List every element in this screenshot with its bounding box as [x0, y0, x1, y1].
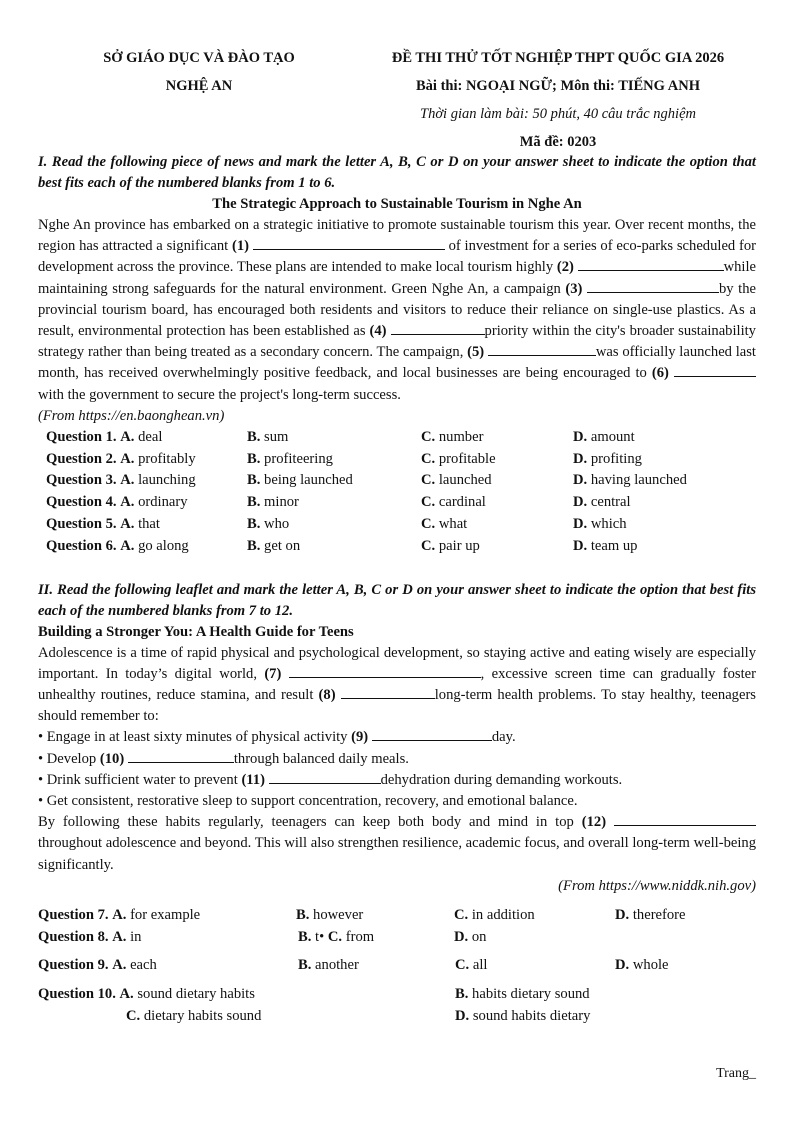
bullet-item: [38, 749, 756, 770]
option-d[interactable]: profiting: [590, 450, 642, 467]
question-label: Question 3.: [46, 472, 117, 489]
question-row: [38, 905, 756, 927]
option-letter: C.: [327, 928, 343, 945]
option-b[interactable]: t•: [315, 928, 325, 945]
blank-3: [587, 279, 719, 293]
option-letter: C.: [126, 1008, 141, 1025]
option-c[interactable]: from: [345, 928, 375, 945]
question-row: [38, 492, 756, 514]
exam-subject: Bài thi: NGOẠI NGỮ; Môn thi: TIẾNG ANH: [416, 78, 700, 94]
option-c[interactable]: pair up: [438, 537, 480, 554]
option-b[interactable]: being launched: [264, 472, 353, 489]
section2-conclusion: [38, 812, 756, 876]
passage-text: while maintaining strong safeguards for the natural environment. Green Nghe An, a campaign: [38, 259, 756, 297]
option-b[interactable]: get on: [264, 537, 301, 554]
blank-number: (8): [318, 687, 336, 704]
option-c[interactable]: number: [438, 428, 484, 445]
option-letter: A.: [120, 537, 135, 554]
question-label: Question 8.: [38, 928, 109, 945]
exam-code: Mã đề: 0203: [519, 134, 597, 150]
option-a[interactable]: for example: [130, 906, 201, 923]
option-letter: D.: [455, 1008, 470, 1025]
question-row: [38, 984, 756, 1006]
question-row: [38, 927, 756, 949]
blank-number: (6): [651, 365, 669, 382]
option-d[interactable]: whole: [632, 957, 669, 974]
blank-8: [341, 685, 435, 699]
blank-number: (7): [264, 665, 282, 682]
blank-7: [289, 664, 481, 678]
option-letter: D.: [573, 472, 588, 489]
option-c[interactable]: all: [472, 957, 488, 974]
option-d[interactable]: amount: [590, 428, 635, 445]
option-c[interactable]: what: [438, 516, 468, 533]
passage-text: By following these habits regularly, teenagers can keep both body and mind in top: [38, 814, 574, 831]
section2-source: (From https://www.niddk.nih.gov): [558, 877, 756, 894]
passage-text: long-term health problems. To stay healthy, teenagers should remember to:: [38, 687, 756, 725]
option-d[interactable]: therefore: [632, 906, 686, 923]
option-letter: B.: [298, 928, 312, 945]
option-c[interactable]: profitable: [438, 450, 496, 467]
option-letter: D.: [615, 906, 630, 923]
blank-number: (12): [581, 814, 607, 831]
bullet-text: dehydration during demanding workouts.: [380, 771, 623, 788]
exam-header: [38, 44, 756, 152]
section2-passage: [38, 643, 756, 728]
question-label: Question 7.: [38, 906, 109, 923]
passage-text: throughout adolescence and beyond. This will also strengthen resilience, academic focus, and overall long-term well-being significantly.: [38, 835, 756, 873]
option-letter: A.: [112, 928, 127, 945]
option-c[interactable]: dietary habits sound: [143, 1008, 262, 1025]
question-label: Question 1.: [46, 428, 117, 445]
option-b[interactable]: however: [313, 906, 364, 923]
option-d[interactable]: which: [590, 516, 627, 533]
exam-page: [38, 44, 756, 1028]
section2-instruction: II. Read the following leaflet and mark the letter A, B, C or D on your answer sheet to indicate the option that best fits each of the numbered blanks from 7 to 12.: [38, 581, 756, 619]
blank-number: (2): [556, 259, 574, 276]
passage-text: with the government to secure the project's long-term success.: [38, 386, 401, 403]
option-a[interactable]: in: [130, 928, 142, 945]
department-name: SỞ GIÁO DỤC VÀ ĐÀO TẠO: [103, 50, 295, 66]
option-d[interactable]: having launched: [590, 472, 687, 489]
bullet-item: [38, 727, 756, 748]
department-block: [38, 44, 360, 100]
bullet-text: • Develop: [38, 750, 97, 767]
option-letter: B.: [247, 428, 261, 445]
option-letter: B.: [247, 516, 261, 533]
option-b[interactable]: sum: [264, 428, 289, 445]
blank-number: (1): [231, 238, 250, 255]
option-a[interactable]: launching: [138, 472, 196, 489]
section1-source: (From https://en.baonghean.vn): [38, 407, 225, 424]
bullet-text: • Engage in at least sixty minutes of physical activity: [38, 729, 348, 746]
question-row: [38, 449, 756, 471]
option-letter: B.: [455, 986, 469, 1003]
option-letter: A.: [120, 428, 135, 445]
blank-5: [488, 342, 596, 356]
question-label: Question 2.: [46, 450, 117, 467]
exam-info-block: [360, 44, 756, 156]
exam-duration: Thời gian làm bài: 50 phút, 40 câu trắc nghiệm: [420, 106, 696, 122]
question-row: [38, 536, 756, 558]
option-letter: B.: [247, 537, 261, 554]
option-b[interactable]: habits dietary sound: [472, 986, 590, 1003]
province-name: NGHỆ AN: [165, 78, 233, 94]
option-letter: C.: [421, 516, 436, 533]
option-a[interactable]: ordinary: [138, 494, 188, 511]
option-letter: A.: [120, 494, 135, 511]
section-spacer: [38, 558, 756, 580]
option-letter: C.: [421, 472, 436, 489]
option-d[interactable]: on: [471, 928, 487, 945]
blank-4: [391, 321, 485, 335]
option-b[interactable]: profiteering: [264, 450, 333, 467]
question-label: Question 4.: [46, 494, 117, 511]
question-row: [38, 1006, 756, 1028]
blank-number: (3): [565, 280, 583, 297]
option-letter: A.: [120, 472, 135, 489]
page-footer: Trang_: [716, 1066, 756, 1081]
option-c[interactable]: in addition: [471, 906, 535, 923]
blank-9: [372, 727, 492, 741]
option-letter: C.: [421, 537, 436, 554]
bullet-text: through balanced daily meals.: [233, 750, 409, 767]
blank-number: (5): [467, 344, 485, 361]
question-row: [38, 427, 756, 449]
option-letter: D.: [454, 928, 469, 945]
passage-text: , excessive screen time can gradually foster unhealthy routines, reduce stamina, and result: [38, 665, 756, 704]
section1-questions: [38, 427, 756, 558]
option-c[interactable]: cardinal: [438, 494, 486, 511]
option-letter: A.: [120, 516, 135, 533]
option-a[interactable]: go along: [138, 537, 189, 554]
option-a[interactable]: each: [130, 957, 157, 974]
blank-6: [674, 363, 756, 377]
option-d[interactable]: team up: [590, 537, 638, 554]
section1-passage: [38, 215, 756, 406]
option-letter: A.: [112, 957, 127, 974]
option-letter: D.: [573, 450, 588, 467]
option-a[interactable]: that: [138, 516, 160, 533]
blank-number: (11): [241, 771, 265, 788]
section2-title: Building a Stronger You: A Health Guide for Teens: [38, 623, 354, 640]
blank-number: (10): [99, 750, 125, 767]
option-letter: D.: [573, 537, 588, 554]
blank-12: [614, 812, 756, 826]
option-letter: B.: [247, 450, 261, 467]
section1-instruction: I. Read the following piece of news and mark the letter A, B, C or D on your answer sheet to indicate the option that best fits each of the numbered blanks from 1 to 6.: [38, 154, 756, 191]
bullet-text: • Drink sufficient water to prevent: [38, 771, 238, 788]
question-label: Question 9.: [38, 957, 109, 974]
option-letter: B.: [247, 472, 261, 489]
passage-text: Nghe An province has embarked on a strategic initiative to promote sustainable tourism this year. Over recent months, the region has attracted a significant: [38, 217, 756, 255]
option-letter: B.: [298, 957, 312, 974]
bullet-text: day.: [491, 729, 516, 746]
option-b[interactable]: minor: [264, 494, 299, 511]
exam-title: ĐỀ THI THỬ TỐT NGHIỆP THPT QUỐC GIA 2026: [391, 50, 725, 66]
option-letter: C.: [455, 957, 470, 974]
option-letter: D.: [573, 494, 588, 511]
blank-1: [253, 236, 445, 250]
option-b[interactable]: another: [315, 957, 359, 974]
option-d[interactable]: sound habits dietary: [472, 1008, 591, 1025]
option-letter: C.: [421, 494, 436, 511]
blank-number: (4): [369, 323, 387, 340]
question-row: [38, 514, 756, 536]
spacer: [38, 948, 756, 955]
blank-11: [269, 770, 381, 784]
option-letter: D.: [615, 957, 630, 974]
option-a[interactable]: profitably: [138, 450, 196, 467]
passage-text: of investment for a series of eco-parks scheduled for development across the province. These plans are intended to make local tourism highly: [38, 238, 757, 276]
spacer: [38, 897, 756, 905]
option-letter: D.: [573, 428, 588, 445]
question-label: Question 6.: [46, 537, 117, 554]
option-letter: B.: [247, 494, 261, 511]
option-letter: C.: [421, 450, 436, 467]
question-label: Question 10.: [38, 986, 116, 1003]
option-a[interactable]: sound dietary habits: [137, 986, 255, 1003]
option-d[interactable]: central: [590, 494, 631, 511]
bullet-item: • Get consistent, restorative sleep to support concentration, recovery, and emotional balance.: [38, 793, 578, 810]
blank-2: [578, 257, 724, 271]
question-row: [38, 955, 756, 977]
option-c[interactable]: launched: [438, 472, 492, 489]
blank-10: [128, 749, 234, 763]
passage-text: Adolescence is a time of rapid physical and psychological development, so staying active and eating wisely are especially important. In today’s digital world,: [38, 644, 756, 682]
option-letter: D.: [573, 516, 588, 533]
blank-number: (9): [351, 729, 369, 746]
passage-text: was officially launched last month, has received overwhelmingly positive feedback, and local businesses are being encouraged to: [38, 344, 756, 382]
option-letter: B.: [296, 906, 310, 923]
option-letter: C.: [421, 428, 436, 445]
spacer: [38, 977, 756, 984]
option-b[interactable]: who: [264, 516, 290, 533]
option-letter: A.: [112, 906, 127, 923]
question-row: [38, 470, 756, 492]
bullet-item: [38, 770, 756, 791]
option-letter: C.: [454, 906, 469, 923]
passage-text: priority within the city's broader sustainability strategy rather than being treated as a secondary concern. The campaign,: [38, 323, 756, 361]
option-letter: A.: [119, 986, 134, 1003]
option-letter: A.: [120, 450, 135, 467]
section1-title: The Strategic Approach to Sustainable Tourism in Nghe An: [212, 196, 582, 212]
passage-text: by the provincial tourism board, has encouraged both residents and visitors to reduce their reliance on single-use plastics. As a result, environmental protection has been established as: [38, 280, 756, 340]
question-label: Question 5.: [46, 516, 117, 533]
option-a[interactable]: deal: [138, 428, 163, 445]
